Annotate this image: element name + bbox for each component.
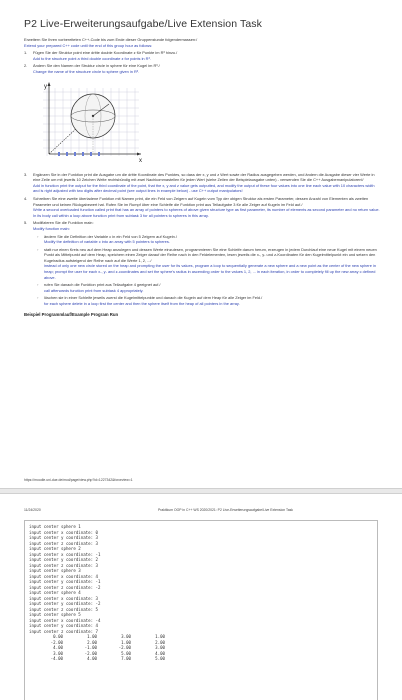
subtask-text-en: Modify the definition of variable c into an array with 5 pointers to spheres. [44, 239, 170, 245]
console-result-value: 2.00 [155, 639, 165, 645]
subtask-text-en: call afterwards function print from subtask 4 appropriately. [44, 287, 144, 293]
print-date: 11/24/2020 [24, 508, 41, 512]
task-number: 5. [24, 220, 28, 226]
subtask-item [37, 247, 380, 281]
bullet-icon: ◦ [37, 282, 39, 288]
console-result-value: 3.00 [155, 645, 165, 650]
console-line: input center z coordinate: 5 [29, 606, 99, 612]
task-item [24, 196, 380, 218]
console-line: input center sphere 1 [29, 524, 81, 529]
console-line: input center y coordinate: 2 [29, 557, 99, 562]
console-line: input center x coordinate: 4 [29, 573, 99, 579]
task-number: 3. [24, 171, 28, 177]
sphere-diagram [39, 78, 147, 166]
console-result-value: 1.00 [87, 634, 97, 639]
task-text-de: Ändern Sie den Namen der Struktur circle in sphere für eine Kugel im R³./ [33, 63, 160, 69]
console-result-value: -1.00 [84, 645, 97, 650]
task-number: 4. [24, 195, 28, 201]
console-line: input center y coordinate: 4 [29, 623, 99, 628]
task-item [24, 50, 380, 61]
console-line: input center x coordinate: -1 [29, 551, 101, 557]
console-result-value: -2.00 [50, 639, 63, 645]
print-title: Praktikum OOP in C++ WS 2020/2021: P2 Live-Erweiterungsaufgabe/Live Extension Task [158, 508, 294, 512]
task-text-en: Modify function main: [33, 225, 70, 231]
console-line: input center sphere 4 [29, 590, 81, 595]
console-result-value: 2.00 [87, 639, 97, 645]
task-item [24, 220, 380, 306]
task-number: 1. [24, 50, 28, 56]
console-result-value: 4.00 [53, 645, 63, 650]
console-result-row [29, 656, 373, 662]
subtask-text-en: for each sphere delete in a loop first the center and then the sphere itself from the heap of all pointers in the array. [44, 301, 240, 307]
console-line: input center y coordinate: -1 [29, 579, 101, 584]
subtask-text-de: ändern Sie die Definition der Variable c in ein Feld von 5 Zeigern auf Kugeln./ [44, 233, 177, 239]
console-line: input center z coordinate: 7 [29, 628, 99, 634]
task-text-de: Modifizieren Sie die Funktion main: [33, 220, 94, 226]
subtask-item [37, 295, 380, 306]
console-result-value: 5.00 [155, 656, 165, 661]
subtask-list [33, 234, 380, 307]
console-line: input center x coordinate: 0 [29, 529, 99, 535]
task-list [24, 50, 380, 306]
print-header [24, 508, 378, 512]
console-line: input center z coordinate: 3 [29, 540, 99, 546]
task-text-de: Ergänzen Sie in der Funktion print die Ausgabe um die dritte Koordinate des Punktes, so dass der x, y und z Wert sowie der Radius ausgegeben werden, und ändern die Ausgabe dieser vier Werte in eine Zeile um mit jeweils 10 Zeichen Weite rechtsbündig mit zwei Nachkommastellen für jeden Wert (siehe Zeilen der Beispielausgabe unten) - verwenden Sie die C++ Ausgabemanipulatoren!/ [33, 171, 375, 183]
console-result-value: -2.00 [84, 650, 97, 656]
example-heading: Beispiel Programmlauf/Example Program Run [24, 311, 119, 317]
console-result-value: 4.00 [155, 650, 165, 656]
console-line: input center x coordinate: -4 [29, 617, 101, 623]
bullet-icon: ◦ [37, 295, 39, 301]
y-axis-letter: y [44, 83, 47, 90]
task-item [24, 172, 380, 194]
task-number: 2. [24, 63, 28, 69]
console-output [24, 520, 378, 700]
page-url-footer: https://moodle.uni-due.de/mod/page/view.php?id=1227342&forceview=1 [24, 478, 133, 482]
console-result-value: 3.00 [121, 634, 131, 639]
console-line: input center sphere 3 [29, 568, 81, 573]
subtask-item [37, 234, 380, 245]
intro-de: Erweitern Sie Ihren vorbereiteten C++-Code bis zum Ende dieser Gruppenstunde folgendermassen:/ [24, 37, 198, 42]
console-line: input center sphere 2 [29, 546, 81, 551]
console-result-value: -4.00 [50, 656, 63, 661]
task-text-en: Write a second overloaded function called print that has an array of pointers to spheres of above given structure type as first parameter, its number of elements as second parameter and no return value. In its body call within a loop above function print from subtask 3 for all pointers to spheres in this array. [33, 207, 380, 218]
console-result-value: 5.00 [121, 650, 131, 656]
document-page-bottom [0, 494, 402, 700]
console-result-value: -2.00 [118, 645, 131, 650]
page-title: P2 Live-Erweiterungsaufgabe/Live Extension Task [24, 18, 262, 30]
console-result-value: 1.00 [155, 634, 165, 639]
sphere-coordinate-graphic [39, 78, 147, 166]
console-line: input center z coordinate: 3 [29, 562, 99, 568]
console-result-value: 3.00 [53, 650, 63, 656]
console-result-value: 0.00 [53, 634, 63, 639]
console-line: input center z coordinate: -2 [29, 584, 101, 590]
task-text-de: Fügen Sie der Struktur point eine dritte double Koordinate z für Punkte im R³ hinzu./ [33, 50, 178, 56]
intro-text [24, 37, 380, 48]
console-result-value: 4.00 [87, 656, 97, 661]
intro-en: Extend your prepared C++ code until the end of this group hour as follows: [24, 42, 153, 48]
task-text-en: Add in function print the output for the third coordinate of the point, that the x, y and z value gets outputted, and modify the output of these four values into one line each value with 10 characters width and is right adjusted with two digits after decimal point (see output lines in example below) - use C++ output manipulators! [33, 182, 375, 194]
task-text-en: Change the name of the structure circle to sphere given in R³. [33, 68, 140, 74]
x-axis-letter: x [139, 157, 142, 164]
subtask-text-de: statt nur einen Kreis neu auf dem Heap anzulegen und dessen Werte einzulesen, programmieren Sie eine Schleife darum herum, erzeugen in jedem Durchlauf eine neue Kugel mit einem neuen Punkt als Mittelpunkt auf dem Heap, speichern einen Zeiger darauf der Reihe nach in den Feldelementen, lesen jeweils die x-, y- und z-Koordinaten für den Kugelmittelpunkt ein und setzen den Kugelradius aufsteigend der Reihe nach auf die Werte 1, 2, .../ [44, 246, 377, 263]
subtask-item [37, 282, 380, 293]
console-result-value: 1.00 [121, 639, 131, 645]
bullet-icon: ◦ [37, 246, 39, 252]
subtask-text-de: rufen Sie danach die Funktion print aus Teilaufgabe 4 geeignet auf./ [44, 282, 161, 288]
console-line: input center sphere 5 [29, 612, 81, 617]
task-item [24, 63, 380, 169]
console-line: input center y coordinate: 3 [29, 535, 99, 540]
bullet-icon: ◦ [37, 233, 39, 239]
subtask-text-en: instead of only one new circle stored on the heap and prompting the user for its values, program a loop to sequentially generate a new sphere and a new point as the center of the new sphere in heap; prompt the user for each x-, y- and z-coordinates and set the sphere's radius in ascending order to the values 1, 2, ... in each iteration, in order to completely fill up the new array c defined above. [44, 263, 376, 280]
task-text-en: Add to the structure point a third double coordinate z for points in R³. [33, 55, 151, 61]
console-line: input center x coordinate: 3 [29, 595, 99, 601]
console-line: input center y coordinate: -2 [29, 601, 101, 606]
task-text-de: Schreiben Sie eine zweite überladene Funktion mit Namen print, die ein Feld von Zeigern auf Kugeln vom Typ der obigen Struktur als ersten Parameter, dessen Anzahl von Elementen als zweiten Parameter und keinen Rückgabewert hat. Rufen Sie im Rumpf über eine Schleife die Funktion print aus Teilaufgabe 3 für alle Zeiger auf Kugeln im Feld auf./ [33, 195, 369, 207]
subtask-text-de: löschen sie in einer Schleife jeweils zuerst die Kugelmittelpunkte und danach die Kugeln auf dem Heap für alle Zeiger im Feld./ [44, 295, 263, 301]
console-result-value: 7.00 [121, 656, 131, 661]
